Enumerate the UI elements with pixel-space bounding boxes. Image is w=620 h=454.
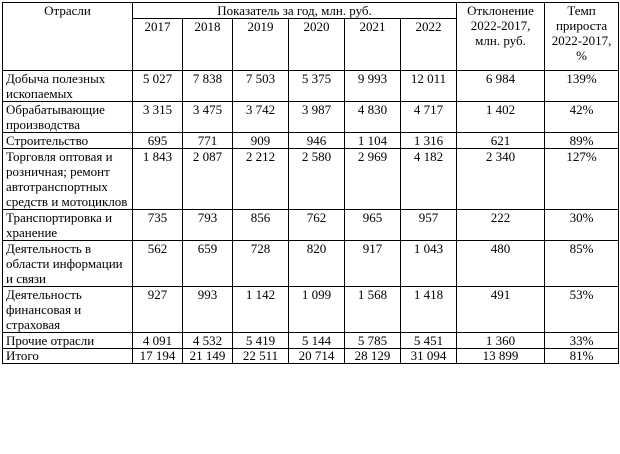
header-industry: Отрасли [3,3,133,71]
value-cell: 856 [233,210,289,241]
value-cell: 1 104 [345,133,401,149]
growth-cell: 81% [545,349,619,364]
value-cell: 5 451 [401,333,457,349]
value-cell: 1 316 [401,133,457,149]
value-cell: 917 [345,241,401,287]
growth-cell: 33% [545,333,619,349]
table-row [3,287,619,333]
header-indicator: Показатель за год, млн. руб. [133,3,457,19]
value-cell: 1 843 [133,149,183,210]
table-row [3,71,619,102]
value-cell: 2 212 [233,149,289,210]
deviation-cell: 13 899 [457,349,545,364]
deviation-cell: 1 402 [457,102,545,133]
value-cell: 793 [183,210,233,241]
value-cell: 909 [233,133,289,149]
value-cell: 1 418 [401,287,457,333]
value-cell: 5 785 [345,333,401,349]
industry-name: Обрабатывающие производства [3,102,133,133]
header-year: 2018 [183,19,233,71]
value-cell: 7 503 [233,71,289,102]
value-cell: 659 [183,241,233,287]
value-cell: 3 987 [289,102,345,133]
growth-cell: 85% [545,241,619,287]
growth-cell: 42% [545,102,619,133]
total-row [3,349,619,364]
table-row [3,149,619,210]
value-cell: 728 [233,241,289,287]
value-cell: 2 969 [345,149,401,210]
header-growth: Темп прироста 2022-2017, % [545,3,619,71]
value-cell: 771 [183,133,233,149]
value-cell: 4 182 [401,149,457,210]
value-cell: 762 [289,210,345,241]
value-cell: 735 [133,210,183,241]
industry-indicators-table [2,2,619,364]
deviation-cell: 480 [457,241,545,287]
value-cell: 820 [289,241,345,287]
value-cell: 2 580 [289,149,345,210]
deviation-cell: 222 [457,210,545,241]
deviation-cell: 6 984 [457,71,545,102]
value-cell: 1 099 [289,287,345,333]
industry-name: Строительство [3,133,133,149]
table-row [3,102,619,133]
value-cell: 695 [133,133,183,149]
value-cell: 31 094 [401,349,457,364]
industry-name: Транспортировка и хранение [3,210,133,241]
value-cell: 5 375 [289,71,345,102]
value-cell: 3 315 [133,102,183,133]
deviation-cell: 491 [457,287,545,333]
deviation-cell: 2 340 [457,149,545,210]
value-cell: 927 [133,287,183,333]
value-cell: 22 511 [233,349,289,364]
value-cell: 3 475 [183,102,233,133]
table-row [3,241,619,287]
growth-cell: 30% [545,210,619,241]
value-cell: 12 011 [401,71,457,102]
industry-name: Добыча полезных ископаемых [3,71,133,102]
header-deviation: Отклонение 2022-2017, млн. руб. [457,3,545,71]
header-year: 2017 [133,19,183,71]
table-row [3,210,619,241]
value-cell: 4 717 [401,102,457,133]
value-cell: 957 [401,210,457,241]
value-cell: 3 742 [233,102,289,133]
value-cell: 562 [133,241,183,287]
value-cell: 5 027 [133,71,183,102]
value-cell: 21 149 [183,349,233,364]
value-cell: 5 144 [289,333,345,349]
value-cell: 28 129 [345,349,401,364]
growth-cell: 127% [545,149,619,210]
value-cell: 20 714 [289,349,345,364]
value-cell: 946 [289,133,345,149]
value-cell: 2 087 [183,149,233,210]
industry-name: Деятельность финансовая и страховая [3,287,133,333]
deviation-cell: 1 360 [457,333,545,349]
value-cell: 1 568 [345,287,401,333]
growth-cell: 53% [545,287,619,333]
deviation-cell: 621 [457,133,545,149]
value-cell: 17 194 [133,349,183,364]
growth-cell: 89% [545,133,619,149]
value-cell: 965 [345,210,401,241]
table-row [3,133,619,149]
value-cell: 7 838 [183,71,233,102]
value-cell: 5 419 [233,333,289,349]
industry-name: Прочие отрасли [3,333,133,349]
header-year: 2020 [289,19,345,71]
growth-cell: 139% [545,71,619,102]
table-body [3,71,619,364]
value-cell: 4 830 [345,102,401,133]
table-row [3,333,619,349]
value-cell: 9 993 [345,71,401,102]
header-year: 2019 [233,19,289,71]
industry-name: Торговля оптовая и розничная; ремонт автотранспортных средств и мотоциклов [3,149,133,210]
header-year: 2021 [345,19,401,71]
value-cell: 993 [183,287,233,333]
industry-name: Итого [3,349,133,364]
value-cell: 4 091 [133,333,183,349]
industry-name: Деятельность в области информации и связи [3,241,133,287]
value-cell: 1 043 [401,241,457,287]
header-year: 2022 [401,19,457,71]
value-cell: 1 142 [233,287,289,333]
value-cell: 4 532 [183,333,233,349]
